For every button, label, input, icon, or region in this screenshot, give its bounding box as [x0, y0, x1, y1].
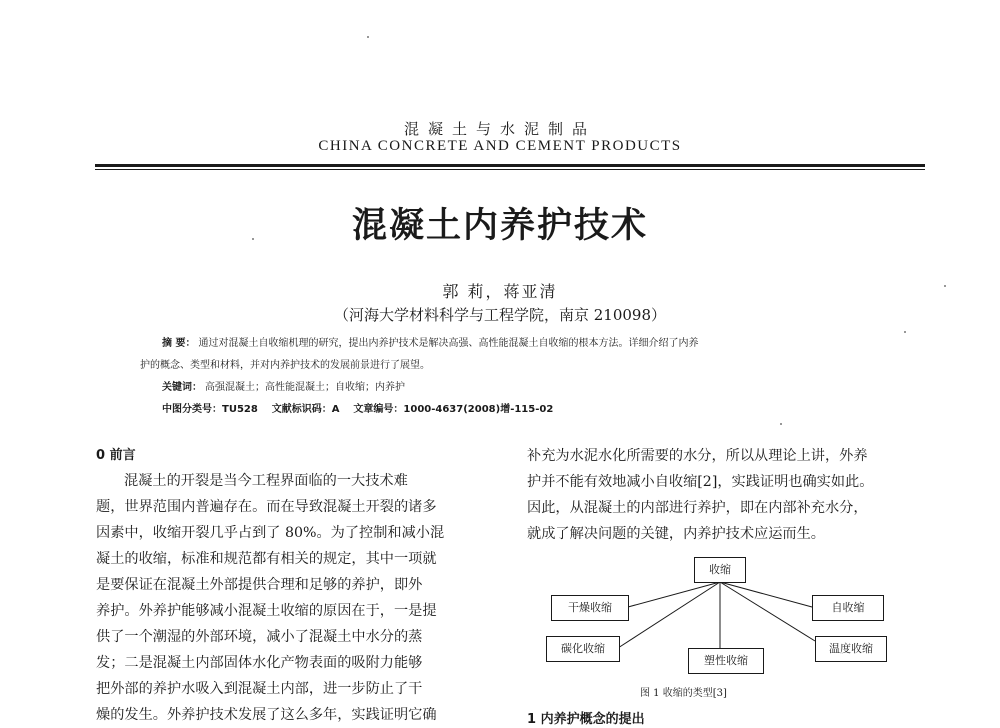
- figure-caption: 图 1 收缩的类型[3]: [640, 688, 727, 699]
- article-title: 混凝土内养护技术: [351, 205, 648, 246]
- body-line: 凝土的收缩，标准和规范都有相关的规定，其中一项就: [96, 551, 437, 567]
- body-line: 养护。外养护能够减小混凝土收缩的原因在于，一是提: [96, 603, 437, 619]
- figure-box-plastic-shrinkage: 塑性收缩: [688, 648, 764, 674]
- body-line: 是要保证在混凝土外部提供合理和足够的养护，即外: [96, 577, 423, 593]
- connector-line: [720, 582, 812, 607]
- body-line: 补充为水泥水化所需要的水分，所以从理论上讲，外养: [527, 448, 868, 464]
- scan-speck: [904, 331, 906, 333]
- connector-line: [628, 582, 720, 607]
- body-line: 发；二是混凝土内部固体水化产物表面的吸附力能够: [96, 655, 423, 671]
- article-affiliation: （河海大学材料科学与工程学院，南京 210098）: [333, 306, 667, 324]
- figure-box-carbonation-shrinkage: 碳化收缩: [546, 636, 620, 662]
- section-0-heading: 0 前言: [96, 448, 136, 463]
- scan-speck: [944, 285, 946, 287]
- scan-speck: [780, 423, 782, 425]
- body-line: 把外部的养护水吸入到混凝土内部，进一步防止了干: [96, 681, 423, 697]
- journal-name-en: CHINA CONCRETE AND CEMENT PRODUCTS: [318, 138, 682, 154]
- keywords: [162, 378, 405, 393]
- abstract: [162, 334, 698, 349]
- scan-speck: [367, 36, 369, 38]
- journal-name-cn: 混凝土与水泥制品: [403, 120, 596, 138]
- keywords-label: 关键词：: [162, 382, 202, 393]
- body-line: 因素中，收缩开裂几乎占到了 80%。为了控制和减小混: [96, 525, 445, 541]
- figure-box-temperature-shrinkage: 温度收缩: [815, 636, 887, 662]
- classification-line: 中图分类号：TU528 文献标识码：A 文章编号：1000-4637(2008)增-115-02: [162, 404, 554, 415]
- section-1-heading: 1 内养护概念的提出: [527, 712, 645, 727]
- abstract-text-line2: 护的概念、类型和材料，并对内养护技术的发展前景进行了展望。: [140, 360, 430, 371]
- header-rule-thick: [95, 164, 925, 167]
- body-line: 燥的发生。外养护技术发展了这么多年，实践证明它确: [96, 707, 437, 723]
- body-line: 护并不能有效地减小自收缩[2]，实践证明也确实如此。: [527, 474, 874, 490]
- keywords-text: 高强混凝土；高性能混凝土；自收缩；内养护: [205, 382, 405, 393]
- abstract-text-line1: 通过对混凝土自收缩机理的研究，提出内养护技术是解决高强、高性能混凝土自收缩的根本方法。详细介绍了内养: [198, 338, 699, 349]
- figure-box-autogenous-shrinkage: 自收缩: [812, 595, 884, 621]
- body-line: 就成了解决问题的关键，内养护技术应运而生。: [527, 526, 825, 542]
- header-rule-thin: [95, 169, 925, 170]
- connector-line: [618, 582, 720, 648]
- body-line: 供了一个潮湿的外部环境，减小了混凝土中水分的蒸: [96, 629, 423, 645]
- abstract-label: 摘 要：: [162, 338, 196, 349]
- body-line: 题，世界范围内普遍存在。而在导致混凝土开裂的诸多: [96, 499, 437, 515]
- connector-line: [720, 582, 815, 641]
- scan-speck: [252, 238, 254, 240]
- article-authors: 郭 莉，蒋亚清: [442, 282, 558, 301]
- body-line: 混凝土的开裂是当今工程界面临的一大技术难: [124, 473, 408, 489]
- body-line: 因此，从混凝土的内部进行养护，即在内部补充水分，: [527, 500, 868, 516]
- left-column-body: [96, 468, 492, 728]
- figure-box-shrinkage: 收缩: [694, 557, 746, 583]
- right-column-body: [527, 443, 923, 547]
- figure-box-drying-shrinkage: 干燥收缩: [551, 595, 629, 621]
